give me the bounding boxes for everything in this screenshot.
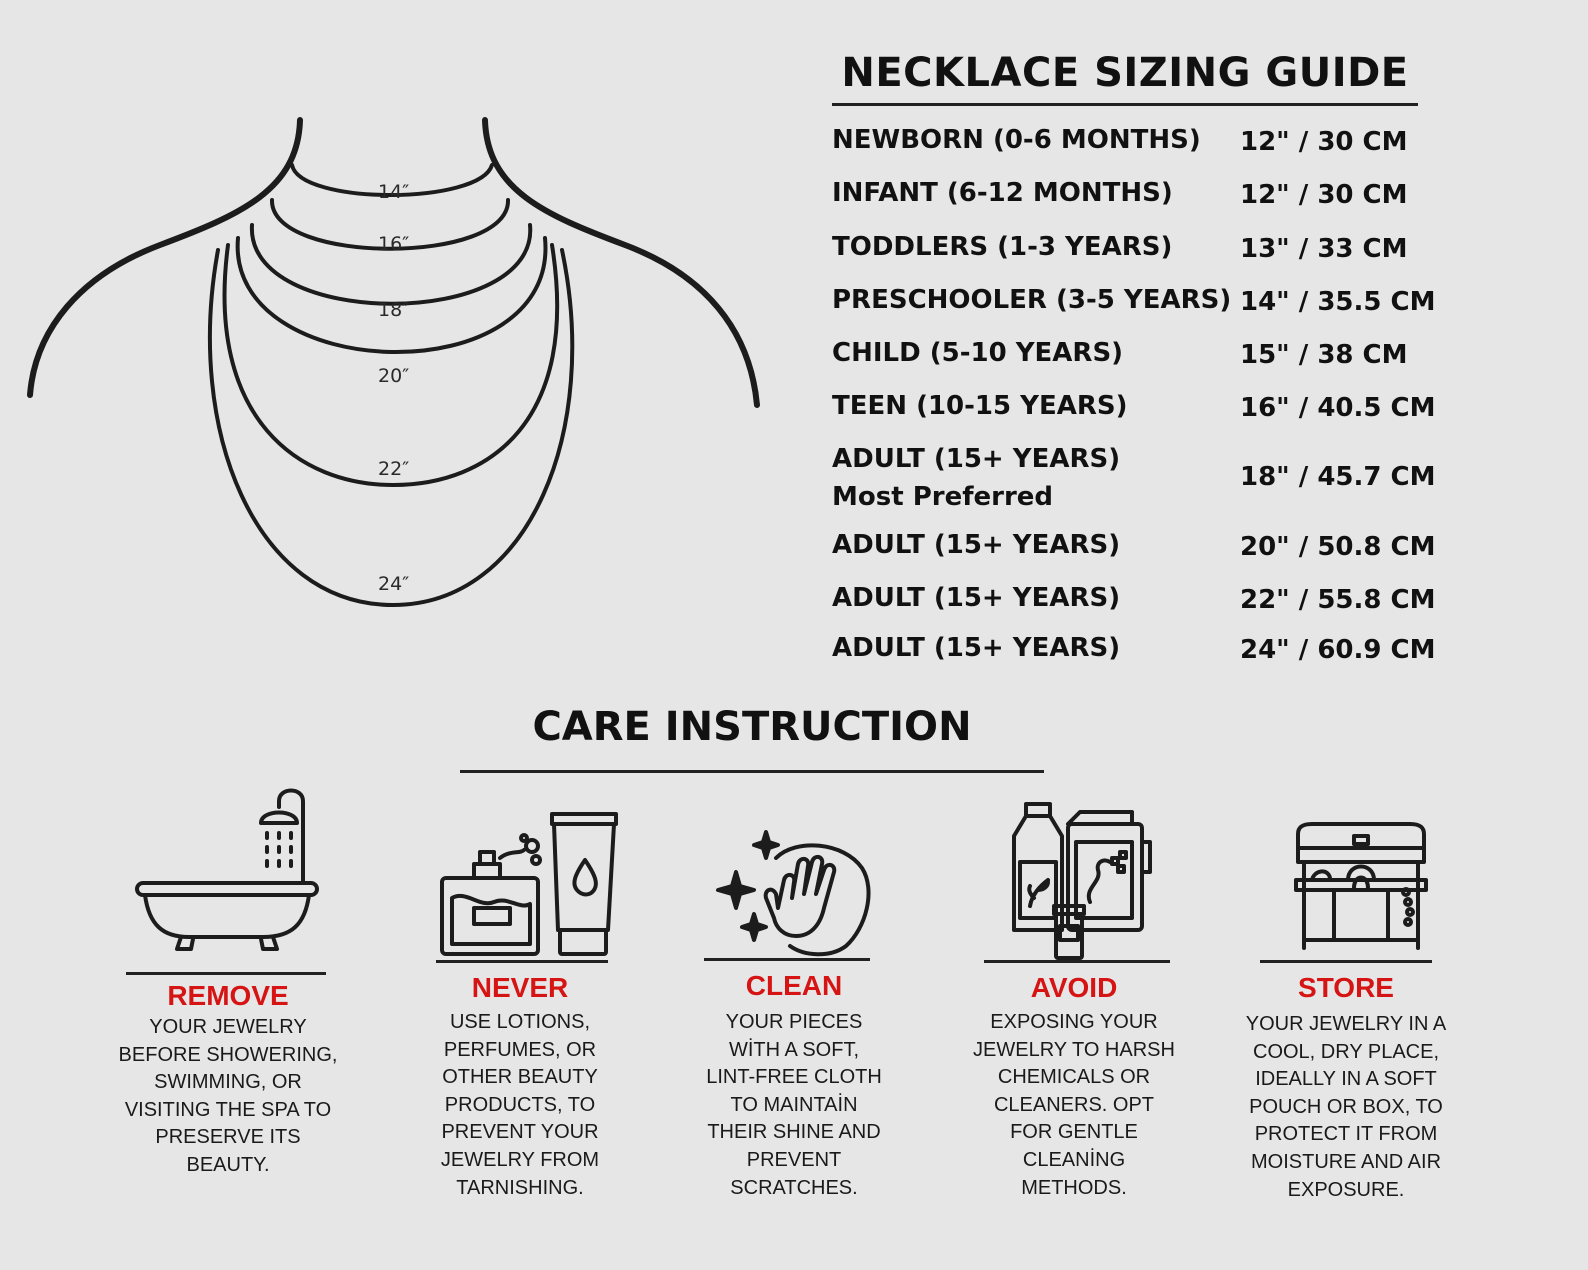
bathtub-shower-icon bbox=[133, 785, 323, 955]
care-item-divider bbox=[436, 960, 608, 963]
care-description: EXPOSING YOUR JEWELRY TO HARSH CHEMICALS OR CLEANERS. OPT FOR GENTLE CLEANİNG METHODS. bbox=[973, 1011, 1175, 1199]
size-row bbox=[832, 530, 1436, 570]
size-row bbox=[832, 125, 1432, 165]
sizing-guide-title: NECKLACE SIZING GUIDE bbox=[841, 50, 1409, 96]
size-label: ADULT (15+ YEARS) bbox=[832, 633, 1121, 663]
size-row bbox=[832, 178, 1432, 218]
care-description: USE LOTIONS, PERFUMES, OR OTHER BEAUTY PRODUCTS, TO PREVENT YOUR JEWELRY FROM TARNISHING. bbox=[440, 1011, 600, 1199]
size-row bbox=[832, 232, 1432, 272]
care-item-clean bbox=[664, 780, 924, 1210]
size-value: 16" / 40.5 CM bbox=[1240, 393, 1436, 423]
length-label-18: 18″ bbox=[378, 299, 410, 321]
size-value: 13" / 33 CM bbox=[1240, 234, 1408, 264]
care-heading: AVOID bbox=[1030, 972, 1118, 1003]
care-instruction-title: CARE INSTRUCTION bbox=[532, 704, 972, 750]
necklace-length-diagram bbox=[0, 0, 800, 640]
size-value: 22" / 55.8 CM bbox=[1240, 585, 1436, 615]
size-value: 18" / 45.7 CM bbox=[1240, 462, 1436, 492]
size-label: ADULT (15+ YEARS) bbox=[832, 583, 1121, 613]
care-divider bbox=[460, 770, 1044, 773]
size-label: NEWBORN (0-6 MONTHS) bbox=[832, 125, 1201, 155]
size-row bbox=[832, 583, 1436, 623]
care-item-divider bbox=[704, 958, 870, 961]
size-value: 24" / 60.9 CM bbox=[1240, 635, 1436, 665]
cleaning-cloth-hand-icon bbox=[714, 828, 874, 958]
size-label: TODDLERS (1-3 YEARS) bbox=[832, 232, 1173, 262]
size-label: PRESCHOOLER (3-5 YEARS) bbox=[832, 285, 1232, 315]
care-description: YOUR JEWELRY BEFORE SHOWERING, SWIMMING, OR VISITING THE SPA TO PRESERVE ITS BEAUTY. bbox=[118, 1016, 338, 1176]
chemical-bottles-icon bbox=[1010, 802, 1158, 960]
length-label-20: 20″ bbox=[378, 365, 410, 387]
size-label: INFANT (6-12 MONTHS) bbox=[832, 178, 1173, 208]
treasure-chest-icon bbox=[1292, 822, 1430, 950]
care-description: YOUR JEWELRY IN A COOL, DRY PLACE, IDEALLY IN A SOFT POUCH OR BOX, TO PROTECT IT FROM MOISTURE AND AIR EXPOSURE. bbox=[1245, 1013, 1447, 1201]
size-row bbox=[832, 633, 1436, 673]
size-label: TEEN (10-15 YEARS) bbox=[832, 391, 1128, 421]
size-row bbox=[832, 285, 1436, 325]
length-label-24: 24″ bbox=[378, 573, 410, 595]
title-divider bbox=[832, 103, 1418, 106]
care-description: YOUR PIECES WİTH A SOFT, LINT-FREE CLOTH TO MAINTAİN THEIR SHINE AND PREVENT SCRATCHES. bbox=[706, 1011, 882, 1199]
care-item-store bbox=[1234, 780, 1494, 1210]
care-item-remove bbox=[98, 780, 358, 1210]
care-heading: REMOVE bbox=[167, 980, 289, 1011]
size-label: ADULT (15+ YEARS) bbox=[832, 530, 1121, 560]
care-item-never bbox=[390, 780, 650, 1210]
care-heading: CLEAN bbox=[745, 970, 843, 1001]
size-label: CHILD (5-10 YEARS) bbox=[832, 338, 1124, 368]
care-heading: NEVER bbox=[471, 972, 569, 1003]
size-value: 15" / 38 CM bbox=[1240, 340, 1408, 370]
size-value: 12" / 30 CM bbox=[1240, 180, 1408, 210]
care-heading: STORE bbox=[1298, 972, 1394, 1003]
length-label-14: 14″ bbox=[378, 181, 410, 203]
care-item-divider bbox=[1260, 960, 1432, 963]
size-value: 20" / 50.8 CM bbox=[1240, 532, 1436, 562]
size-note: Most Preferred bbox=[832, 482, 1054, 512]
length-label-16: 16″ bbox=[378, 233, 410, 255]
size-label: ADULT (15+ YEARS) bbox=[832, 444, 1121, 474]
care-item-divider bbox=[984, 960, 1170, 963]
care-item-avoid bbox=[944, 780, 1204, 1210]
size-value: 12" / 30 CM bbox=[1240, 127, 1408, 157]
perfume-lotion-icon bbox=[440, 810, 618, 958]
size-row bbox=[832, 338, 1432, 378]
size-row bbox=[832, 391, 1436, 431]
length-label-22: 22″ bbox=[378, 458, 410, 480]
care-item-divider bbox=[126, 972, 326, 975]
size-value: 14" / 35.5 CM bbox=[1240, 287, 1436, 317]
size-row bbox=[832, 444, 1436, 524]
